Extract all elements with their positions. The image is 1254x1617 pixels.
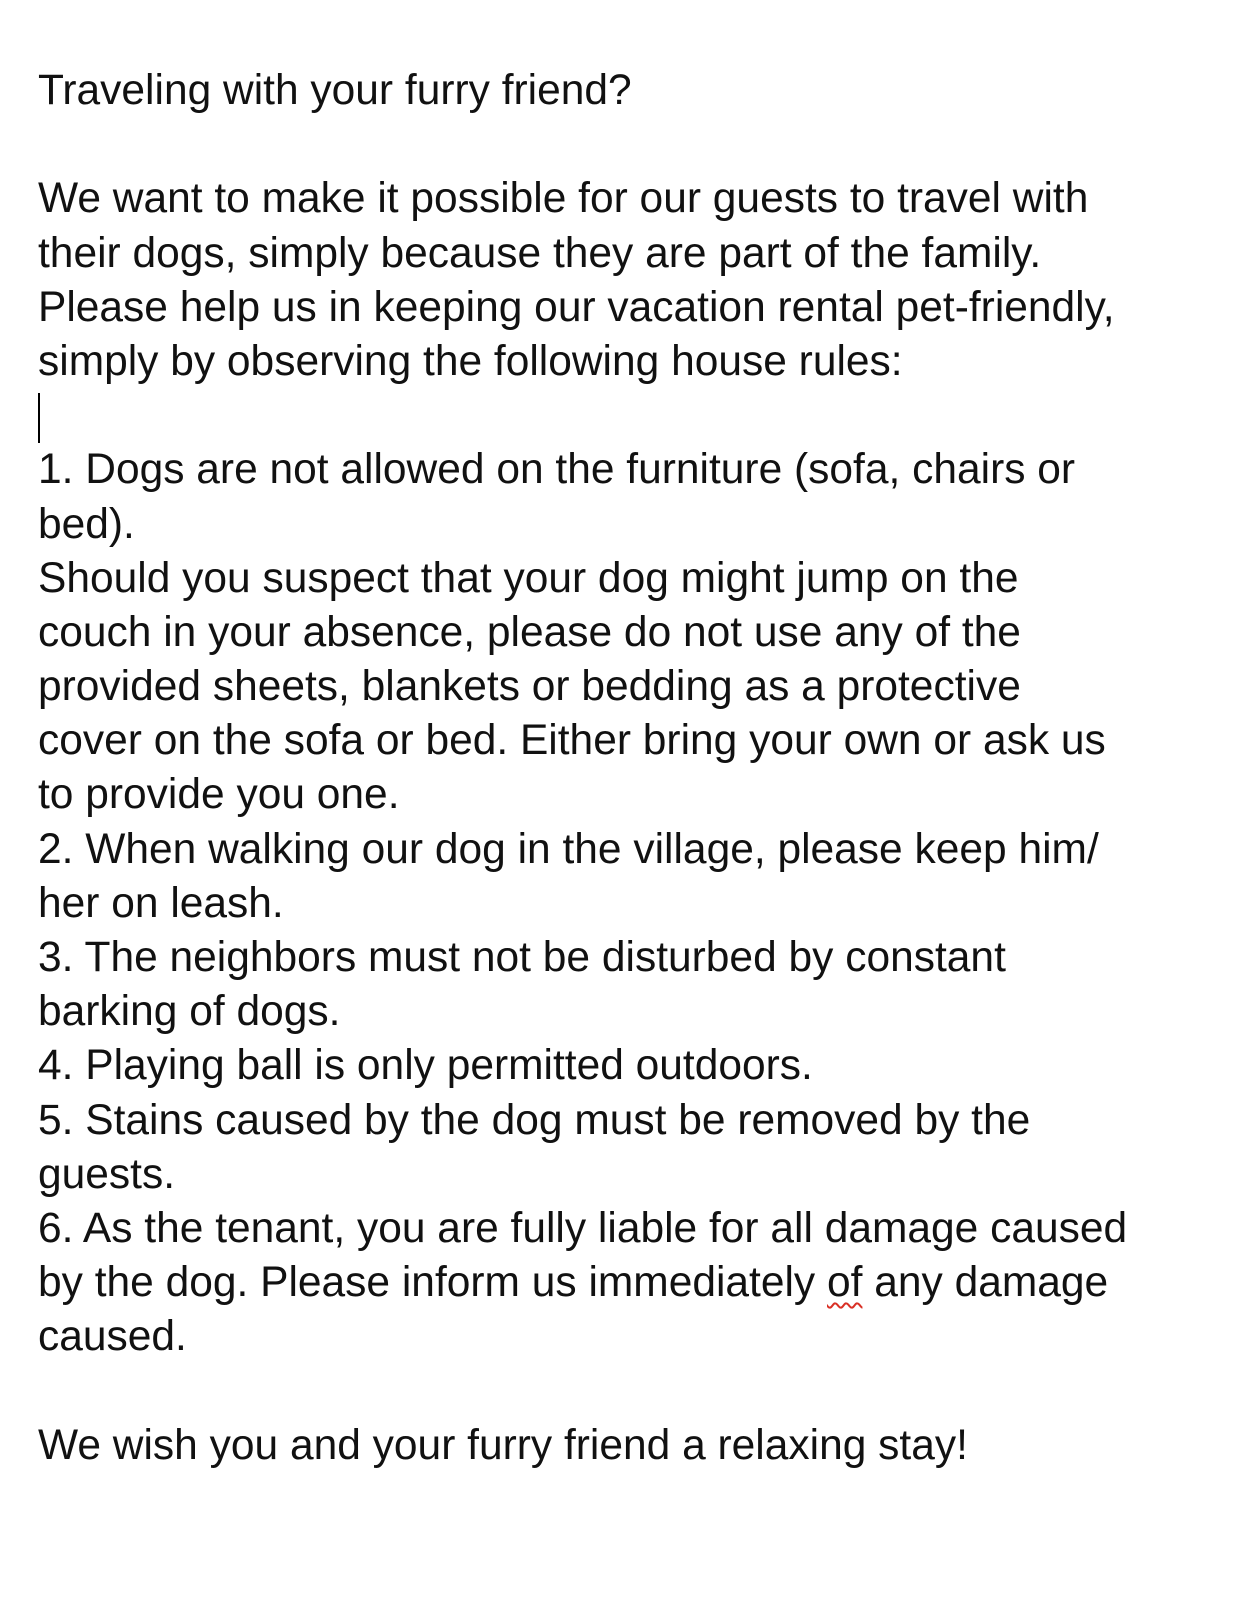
rule-line: 1. Dogs are not allowed on the furniture (sofa, chairs or	[38, 446, 1076, 494]
rule-line: her on leash.	[38, 879, 284, 927]
rule6-text-after: any damage	[862, 1259, 1109, 1307]
intro-line: We want to make it possible for our guests to travel with	[38, 175, 1089, 223]
spellcheck-flagged-word[interactable]: of	[827, 1259, 863, 1307]
rule-line: caused.	[38, 1313, 187, 1361]
rule-line: 3. The neighbors must not be disturbed by constant	[38, 934, 1006, 981]
closing-line: We wish you and your furry friend a relaxing stay!	[38, 1421, 968, 1469]
rule-line: 5. Stains caused by the dog must be removed by the	[38, 1096, 1031, 1144]
rule-line	[38, 1256, 1218, 1310]
intro-line: their dogs, simply because they are part of the family.	[38, 229, 1042, 277]
rule-line: barking of dogs.	[38, 988, 341, 1036]
rule-line: couch in your absence, please do not use any of the	[38, 608, 1021, 656]
rule-line: 4. Playing ball is only permitted outdoors.	[38, 1042, 813, 1090]
rule-line: 6. As the tenant, you are fully liable for all damage caused	[38, 1204, 1128, 1252]
rule-line: bed).	[38, 500, 135, 548]
rule-line: guests.	[38, 1150, 176, 1198]
rule-line: to provide you one.	[38, 771, 400, 819]
intro-line: simply by observing the following house rules:	[38, 337, 903, 385]
rule-line: provided sheets, blankets or bedding as a protective	[38, 663, 1021, 711]
document-body[interactable]	[38, 64, 1218, 1473]
rule-line: cover on the sofa or bed. Either bring your own or ask us	[38, 717, 1106, 765]
blank-line	[38, 118, 1218, 172]
rule-line: 2. When walking our dog in the village, please keep him/	[38, 825, 1099, 873]
document-title: Traveling with your furry friend?	[38, 67, 632, 114]
text-caret	[38, 393, 40, 443]
rule-line: Should you suspect that your dog might jump on the	[38, 554, 1019, 602]
caret-line[interactable]	[38, 389, 1218, 443]
rule6-text-before: by the dog. Please inform us immediately	[38, 1259, 827, 1307]
intro-line: Please help us in keeping our vacation rental pet-friendly,	[38, 283, 1115, 331]
blank-line	[38, 1365, 1218, 1419]
